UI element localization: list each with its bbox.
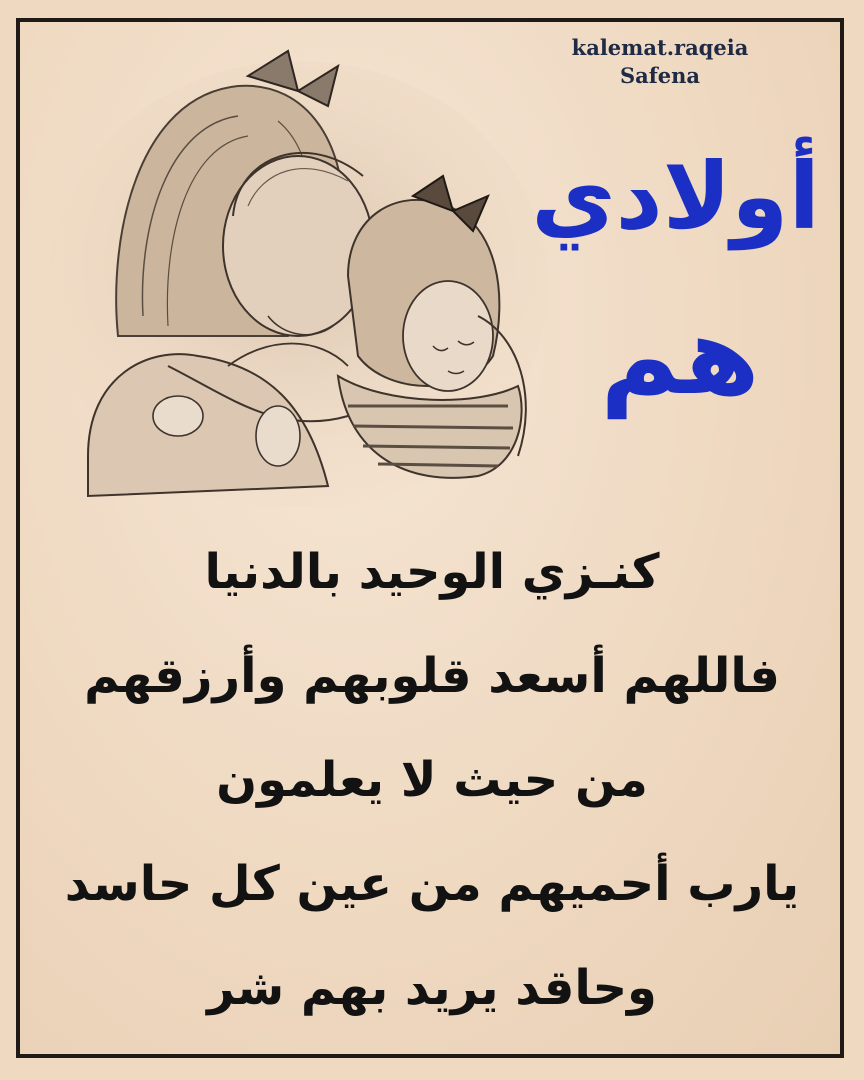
watermark: [560, 34, 760, 90]
pencil-sketch-two-girls-hugging-icon: [48, 36, 548, 506]
watermark-line-1: kalemat.raqeia: [571, 35, 749, 60]
poem-line-1: كنـزي الوحيد بالدنيا: [204, 544, 660, 600]
poem-line-4: يارب أحميهم من عين كل حاسد: [64, 856, 800, 912]
poem-line-5: وحاقد يريد بهم شر: [207, 960, 657, 1016]
title-line-2: هم: [600, 294, 760, 419]
poem: [60, 520, 804, 1040]
poem-line-3: من حيث لا يعلمون: [216, 752, 648, 808]
title: [531, 112, 820, 432]
poem-line-2: فاللهم أسعد قلوبهم وأرزقهم: [84, 648, 780, 704]
title-line-1: أولادي: [531, 143, 820, 250]
watermark-line-2: Safena: [619, 63, 701, 88]
